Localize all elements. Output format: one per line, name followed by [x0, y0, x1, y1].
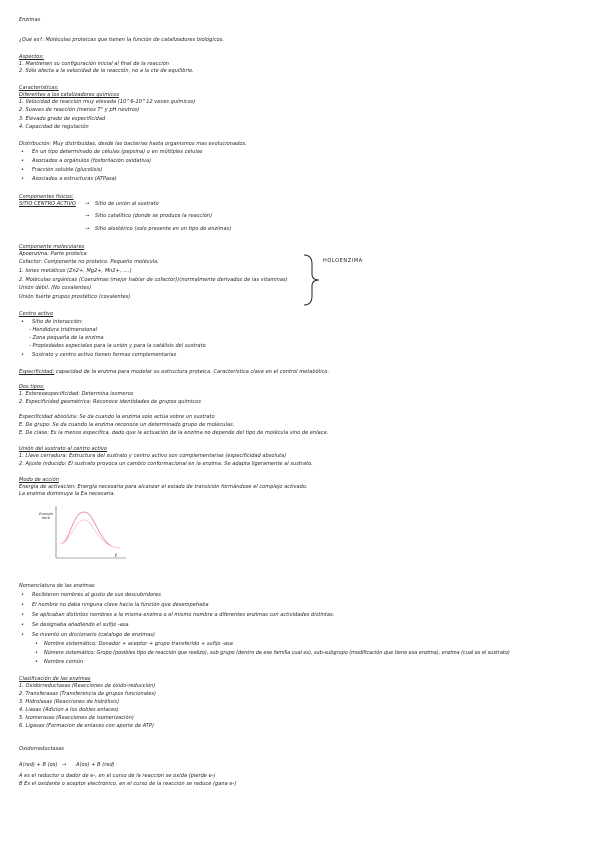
especificidad-line — [19, 369, 329, 375]
apoenzima-line: Apoenzima: Parte proteica — [19, 251, 87, 257]
modo-accion-line: Energía de activación: Energía necesaria para alcanzar el estado de transición formándose el complejo activado. — [19, 484, 308, 490]
energy-graph — [52, 504, 132, 564]
arrow-right-icon: → — [85, 201, 90, 207]
aspectos-item: 2. Sólo afecta a la velocidad de la reacción, no a la cte de equilibrio. — [19, 68, 194, 74]
distribucion-item: Asociados a estructuras (ATPasa) — [32, 176, 117, 182]
arrow-right-icon: → — [62, 762, 67, 768]
bullet-icon: • — [21, 592, 24, 598]
centro-activo-heading: Centro activo — [19, 311, 54, 317]
union-item: 1. Llave cerradura: Estructura del sustrato y centro activo son complementarias (especificidad absoluta) — [19, 453, 287, 459]
bullet-icon: • — [21, 319, 24, 325]
especificidad-absoluta-line: E. De clase: Es la menos específica, dado que la actuación de la enzima no depende del tipo de molécula sino de enlace. — [19, 430, 329, 436]
centro-activo-item: Sitio de interacción: — [32, 319, 83, 325]
oxidorreductasas-heading: Oxidorreductasas — [19, 746, 64, 752]
bullet-icon: • — [21, 352, 24, 358]
caracteristicas-item: 1. Velocidad de reacción muy elevada (10^6-10^12 veces químicos) — [19, 99, 196, 105]
bullet-icon: • — [21, 622, 24, 628]
centro-activo-item: - Propiedades especiales para la unión y para la catálisis del sustrato — [29, 343, 206, 349]
clasificacion-item: 3. Hidrolasas (Reacciones de hidrólisis) — [19, 699, 120, 705]
nomenclatura-heading: Nomenclatura de las enzimas — [19, 583, 95, 589]
oxidorreductasas-note: A es el reductor o dador de e-, en el curso de la reaccion se oxida (pierde e-) — [19, 773, 216, 779]
distribucion-item: En un tipo determinado de células (pepsina) o en múltiples células — [32, 149, 203, 155]
arrow-right-icon: → — [85, 213, 90, 219]
graph-xlabel: t — [115, 553, 118, 559]
nomenclatura-subitem: Nombre común — [44, 659, 84, 665]
sub-bullet-icon: • — [35, 659, 38, 665]
brace-icon — [302, 254, 322, 306]
sub-bullet-icon: • — [35, 650, 38, 656]
bullet-icon: • — [21, 176, 24, 182]
centro-activo-item: Sustrato y centro activo tienen formas complementarias — [32, 352, 177, 358]
aspectos-heading: Aspectos: — [19, 54, 44, 60]
holoenzima-label: HOLOENZIMA — [323, 258, 363, 264]
equation-right: A(ox) + B (red) — [76, 762, 115, 768]
clasificacion-item: 5. Isomerasas (Reacciones de isomerización) — [19, 715, 134, 721]
bullet-icon: • — [21, 612, 24, 618]
bullet-icon: • — [21, 149, 24, 155]
nomenclatura-item: Recibieron nombres al gusto de sus descubridores — [32, 592, 161, 598]
caracteristicas-item: 4. Capacidad de regulación — [19, 124, 89, 130]
page-title: Enzimas — [19, 17, 41, 23]
nomenclatura-item: Se aplicaban distintos nombres a la misma enzima o el mismo nombre a diferentes enzimas con actividades distintas. — [32, 612, 335, 618]
cofactor-item: Unión fuerte grupos prostético (covalentes) — [19, 294, 131, 300]
arrow-right-icon: → — [85, 226, 90, 232]
aspectos-item: 1. Mantienen su configuración inicial al final de la reacción — [19, 61, 170, 67]
clasificacion-item: 1. Oxidorreductasas (Reacciones de óxido-reducción) — [19, 683, 156, 689]
distribucion-text: Distribución: Muy distribuidas, desde las bacterias hasta organismos mas evolucionados. — [19, 141, 247, 147]
nomenclatura-item: El nombre no daba ninguna clave hacia la función que desempeñaba — [32, 602, 209, 608]
caracteristicas-heading: Características: — [19, 85, 59, 91]
distribucion-item: Asociados a orgánulos (fosforilación oxidativa) — [32, 158, 152, 164]
clasificacion-heading: Clasificación de las enzimas — [19, 676, 91, 682]
caracteristicas-item: 2. Suaves de reacción (menos T° y pH neutros) — [19, 107, 140, 113]
especificidad-absoluta-line: E. De grupo: Se da cuando la enzima reconoce un determinado grupo de moléculas. — [19, 422, 235, 428]
componente-fisico-item: Sitio catalítico (donde se produce la reacción) — [95, 213, 213, 219]
nomenclatura-subitem: Nombre sistemático: Donador + aceptor + grupo transferido + sufijo -asa — [44, 641, 233, 647]
componente-fisico-item: Sitio alostérico (solo presente en un tipo de enzimas) — [95, 226, 232, 232]
nomenclatura-item: Se designaba añadiendo el sufijo -asa — [32, 622, 129, 628]
bullet-icon: • — [21, 158, 24, 164]
sub-bullet-icon: • — [35, 641, 38, 647]
componentes-moleculares-heading: Componente moleculares — [19, 244, 85, 250]
bullet-icon: • — [21, 632, 24, 638]
dos-tipos-item: 1. Estereoespecificidad: Determina isomeros — [19, 391, 134, 397]
modo-accion-line: La enzima disminuye la Ea necesaria. — [19, 491, 116, 497]
componente-fisico-item: Sitio de unión al sustrato — [95, 201, 159, 207]
oxidorreductasas-note: B Es el oxidante o aceptor electronico, en el curso de la reaccion se reduce (gana e-) — [19, 781, 237, 787]
clasificacion-item: 4. Liasas (Adicion a los dobles enlaces) — [19, 707, 119, 713]
cofactor-item: Unión débil. (No covalentes) — [19, 285, 92, 291]
componentes-fisicos-heading: Componentes físicos: — [19, 194, 74, 200]
especificidad-label: Especificidad: — [19, 369, 55, 375]
clasificacion-item: 2. Transferasas (Transferencia de grupos funcionales) — [19, 691, 157, 697]
dos-tipos-item: 2. Especificidad geométrica: Reconoce identidades de grupos químicos — [19, 399, 201, 405]
bullet-icon: • — [21, 167, 24, 173]
nomenclatura-subitem: Número sistemático: Grupo (posibles tipo de reacción que realizo), sub grupo (dentro de ese familia cual es), sub-subgrupo (modificación que tiene esa enzima), enzima (cual es el sustrato) — [44, 650, 510, 656]
cofactor-item: 1. Iones metálicos (Zn2+, Mg2+, Mn2+, ....) — [19, 268, 132, 274]
modo-accion-heading: Modo de acción — [19, 477, 59, 483]
cofactor-item: 2. Moléculas orgánicas (Coenzimas (mejor hablar de cofactor))(normalmente derivados de las vitaminas) — [19, 277, 288, 283]
equation-left: A(red) + B (ox) — [19, 762, 58, 768]
union-heading: Unión del sustrato al centro activo — [19, 446, 107, 452]
caracteristicas-sub: Diferentes a los catalizadores químicos — [19, 92, 120, 98]
especificidad-absoluta-line: Especificidad absoluta: Se da cuando la enzima solo actúa sobre un sustrato — [19, 414, 215, 420]
union-item: 2. Ajuste inducido: El sustrato provoca un cambio conformacional en la enzima. Se adapta ligeramente al sustrato. — [19, 461, 313, 467]
clasificacion-item: 6. Ligasas (Formacion de enlaces con aporte de ATP) — [19, 723, 155, 729]
especificidad-text: capacidad de la enzima para modelar su estructura proteica. Característica clave en el control metabólico. — [54, 369, 330, 375]
graph-ylabel: Energía libre — [39, 512, 53, 520]
cofactor-line: Cofactor: Componente no proteico. Pequeño molécula. — [19, 259, 159, 265]
nomenclatura-item: Se inventó un diccionario (catalogo de enzimas) — [32, 632, 155, 638]
dos-tipos-heading: Dos tipos: — [19, 384, 45, 390]
caracteristicas-item: 3. Elevado grado de especificidad — [19, 116, 106, 122]
que-es-line: ¿Qué es?: Moléculas proteicas que tienen la función de catalizadores biológicos. — [19, 37, 225, 43]
distribucion-item: Fracción soluble (glucolisis) — [32, 167, 103, 173]
centro-activo-item: - Hendidura tridimensional — [29, 327, 98, 333]
sitio-centro-activo-label: SITIO CENTRO ACTIVO — [19, 201, 76, 207]
centro-activo-item: - Zona pequeña de la enzima — [29, 335, 104, 341]
bullet-icon: • — [21, 602, 24, 608]
